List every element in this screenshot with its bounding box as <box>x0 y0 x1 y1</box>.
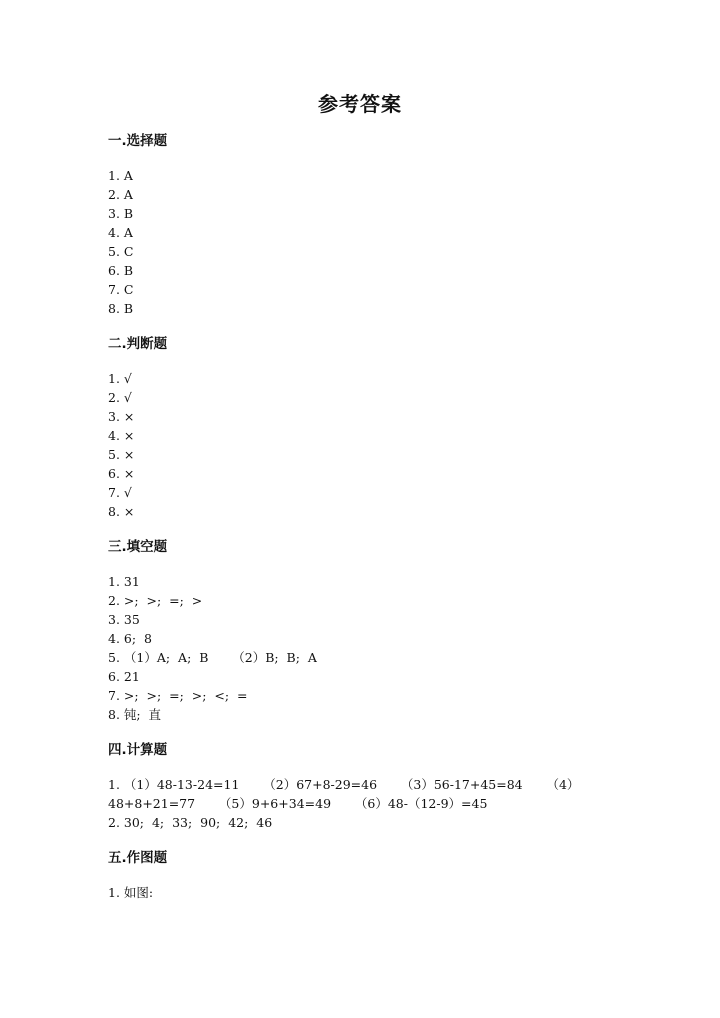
answer-line: 48+8+21=77 （5）9+6+34=49 （6）48-（12-9）=45 <box>108 796 488 811</box>
answer-line: 4. × <box>108 428 135 443</box>
answer-line: 6. × <box>108 466 135 481</box>
answer-line: 1. 31 <box>108 574 140 589</box>
section-heading: 二.判断题 <box>108 336 168 352</box>
answer-line: 7. C <box>108 282 134 297</box>
section-multiple-choice <box>108 131 628 318</box>
section-heading: 一.选择题 <box>108 133 168 149</box>
answer-line: 8. × <box>108 504 135 519</box>
answer-list <box>108 166 628 318</box>
answer-line: 1. √ <box>108 371 132 386</box>
answer-line: 8. B <box>108 301 134 316</box>
answer-line: 3. × <box>108 409 135 424</box>
answer-line: 2. 30; 4; 33; 90; 42; 46 <box>108 815 273 830</box>
answer-list <box>108 572 628 724</box>
answer-line: 2. A <box>108 187 133 202</box>
answer-line: 5. （1）A; A; B （2）B; B; A <box>108 650 317 665</box>
answer-list <box>108 369 628 521</box>
answer-line: 2. √ <box>108 390 132 405</box>
answer-line: 4. A <box>108 225 133 240</box>
section-heading: 四.计算题 <box>108 742 168 758</box>
section-calculation <box>108 740 628 832</box>
answer-list <box>108 775 628 832</box>
answer-line: 1. A <box>108 168 133 183</box>
answer-line: 3. B <box>108 206 134 221</box>
section-true-false <box>108 334 628 521</box>
answer-line: 4. 6; 8 <box>108 631 152 646</box>
answer-line: 7. >; >; =; >; <; = <box>108 688 248 703</box>
page-title: 参考答案 <box>318 92 402 116</box>
answer-line: 3. 35 <box>108 612 140 627</box>
answer-line: 6. 21 <box>108 669 140 684</box>
section-heading: 五.作图题 <box>108 850 168 866</box>
answer-line: 1. 如图: <box>108 885 154 900</box>
answer-line: 1. （1）48-13-24=11 （2）67+8-29=46 （3）56-17+45=84 （4） <box>108 777 580 792</box>
answer-line: 7. √ <box>108 485 132 500</box>
answer-line: 2. >; >; =; > <box>108 593 203 608</box>
answer-line: 5. × <box>108 447 135 462</box>
section-heading: 三.填空题 <box>108 539 168 555</box>
answer-list <box>108 883 628 902</box>
section-drawing <box>108 848 628 902</box>
answer-line: 6. B <box>108 263 134 278</box>
answer-line: 8. 钝; 直 <box>108 707 162 722</box>
section-fill-blank <box>108 537 628 724</box>
answer-line: 5. C <box>108 244 134 259</box>
